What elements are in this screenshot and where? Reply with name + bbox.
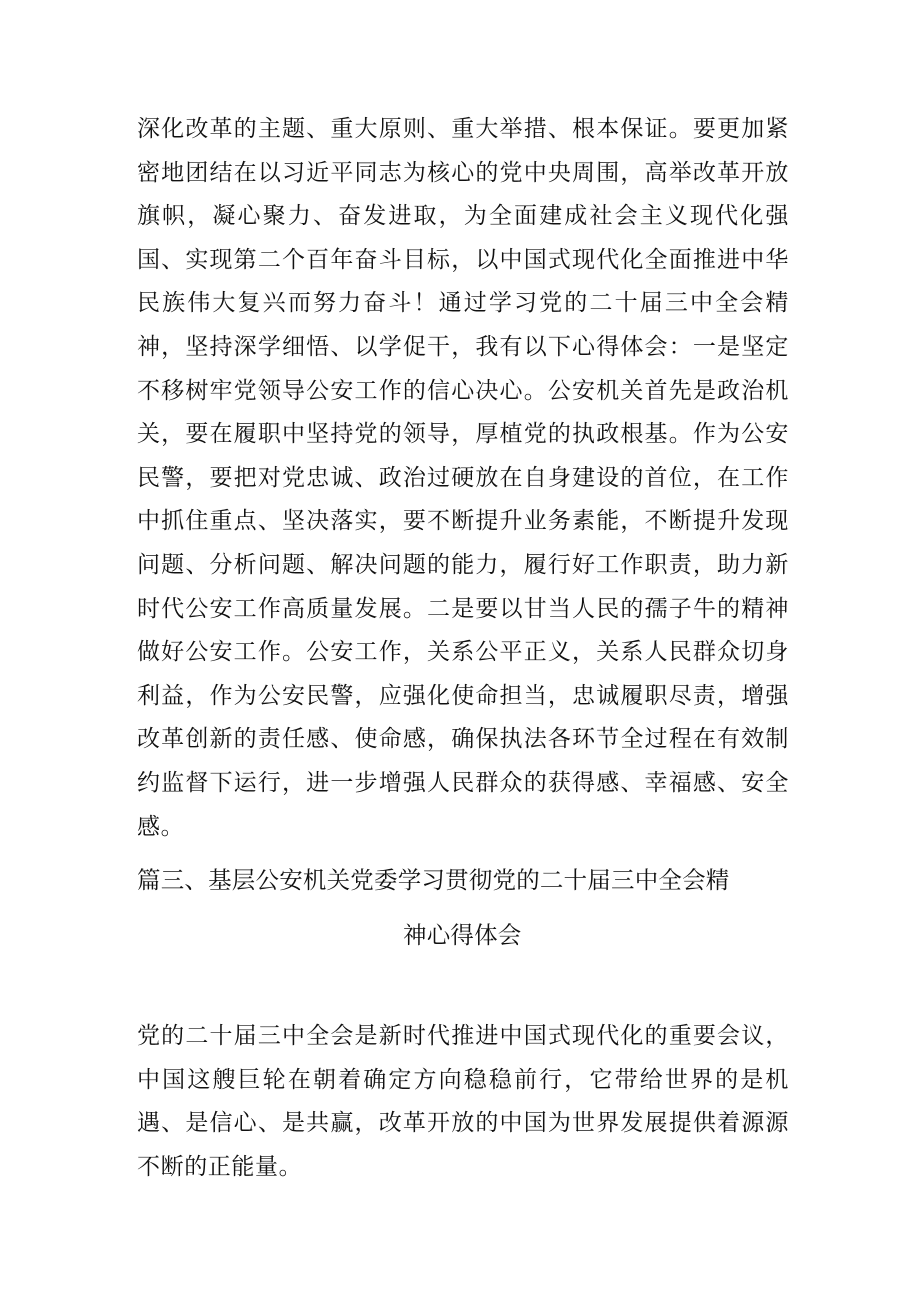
section-title-line-2: 神心得体会 <box>403 921 522 949</box>
body-paragraph: 深化改革的主题、重大原则、重大举措、根本保证。要更加紧密地团结在以习近平同志为核心的党中央周围，高举改革开放旗帜，凝心聚力、奋发进取，为全面建成社会主义现代化强国、实现第二个百年奋斗目标，以中国式现代化全面推进中华民族伟大复兴而努力奋斗！通过学习党的二十届三中全会精神，坚持深学细悟、以学促干，我有以下心得体会：一是坚定不移树牢党领导公安工作的信心决心。公安机关首先是政治机关，要在履职中坚持党的领导，厚植党的执政根基。作为公安民警，要把对党忠诚、政治过硬放在自身建设的首位，在工作中抓住重点、坚决落实，要不断提升业务素能，不断提升发现问题、分析问题、解决问题的能力，履行好工作职责，助力新时代公安工作高质量发展。二是要以甘当人民的孺子牛的精神做好公安工作。公安工作，关系公平正义，关系人民群众切身利益，作为公安民警，应强化使命担当，忠诚履职尽责，增强改革创新的责任感、使命感，确保执法各环节全过程在有效制约监督下运行，进一步增强人民群众的获得感、幸福感、安全感。 <box>137 116 789 840</box>
section-title-line-1: 篇三、基层公安机关党委学习贯彻党的二十届三中全会精 <box>137 866 730 894</box>
body-paragraph: 党的二十届三中全会是新时代推进中国式现代化的重要会议，中国这艘巨轮在朝着确定方向稳稳前行，它带给世界的是机遇、是信心、是共赢，改革开放的中国为世界发展提供着源源不断的正能量。 <box>137 1023 789 1180</box>
